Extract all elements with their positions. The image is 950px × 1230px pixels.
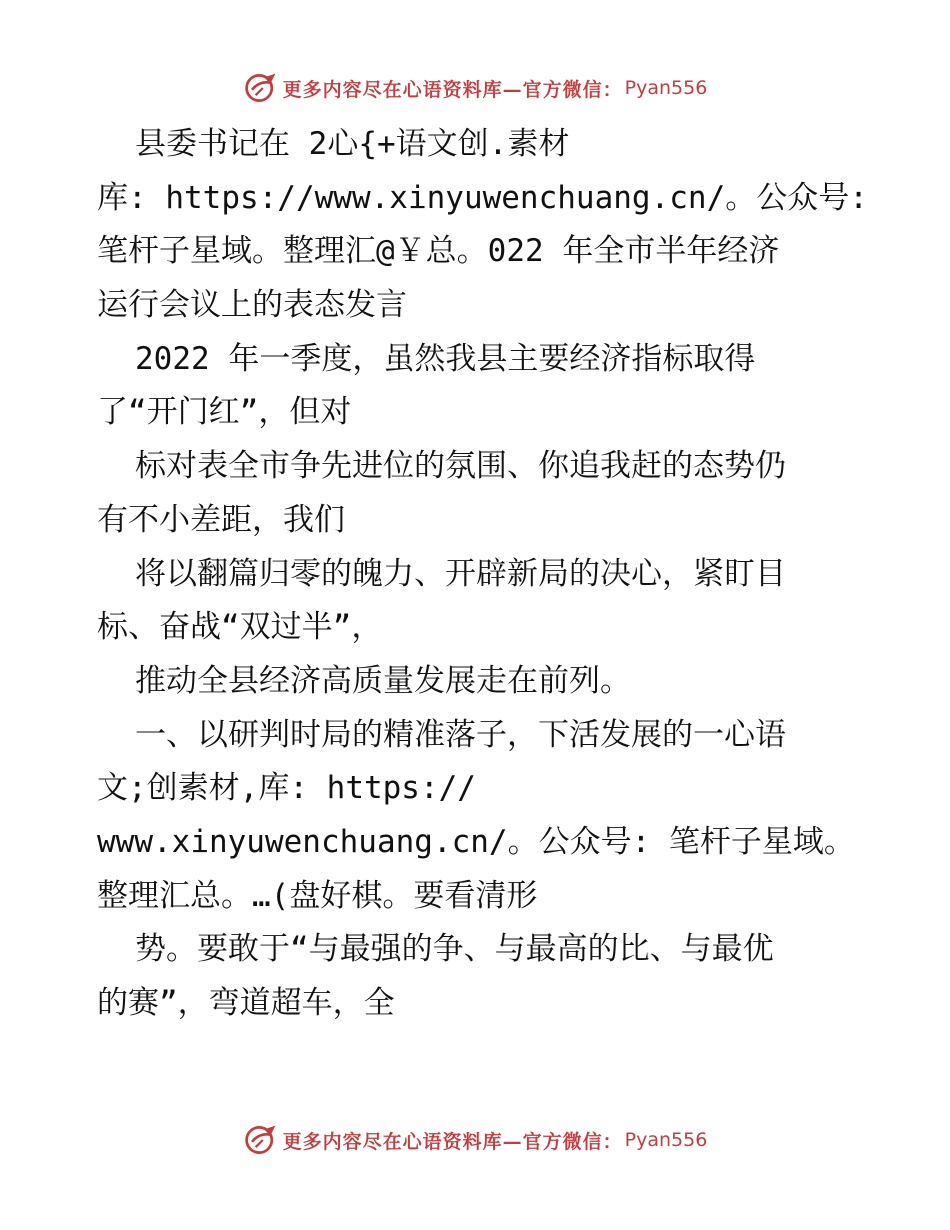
pen-logo-icon [243,70,279,106]
banner-wechat-id: Pyan556 [624,77,708,99]
banner-text: 更多内容尽在心语资料库—官方微信： [282,1130,623,1153]
text-line: 有不小差距，我们 [97,501,345,538]
text-line: 2022 年一季度，虽然我县主要经济指标取得 [135,340,756,377]
text-line: 运行会议上的表态发言 [97,287,407,324]
banner-wechat-id: Pyan556 [624,1129,708,1151]
header-banner [0,66,950,110]
text-line: 标对表全市争先进位的氛围、你追我赶的态势仍 [135,448,786,485]
text-line: 势。要敢于“与最强的争、与最高的比、与最优 [135,931,774,968]
document-body [97,118,868,1031]
text-line: 推动全县经济高质量发展走在前列。 [135,662,631,699]
text-line: 文;创素材,库: https:// [97,770,476,807]
text-line: 库: https://www.xinyuwenchuang.cn/。公众号: [97,179,868,216]
footer-banner [0,1118,950,1162]
text-line: 了“开门红”，但对 [97,394,352,431]
text-line: 标、奋战“双过半”， [97,609,383,646]
text-line: 县委书记在 2心{+语文创.素材 [135,126,570,162]
text-line: 笔杆子星域。整理汇@￥总。022 年全市半年经济 [97,233,780,270]
text-line: 一、以研判时局的精准落子，下活发展的一心语 [135,716,786,753]
banner-text: 更多内容尽在心语资料库—官方微信： [282,78,623,101]
text-line: 整理汇总。…(盘好棋。要看清形 [97,877,538,914]
text-line: www.xinyuwenchuang.cn/。公众号: 笔杆子星域。 [97,823,855,860]
text-line: 的赛”，弯道超车，全 [97,985,395,1021]
pen-logo-icon [243,1122,279,1158]
text-line: 将以翻篇归零的魄力、开辟新局的决心，紧盯目 [135,555,786,592]
